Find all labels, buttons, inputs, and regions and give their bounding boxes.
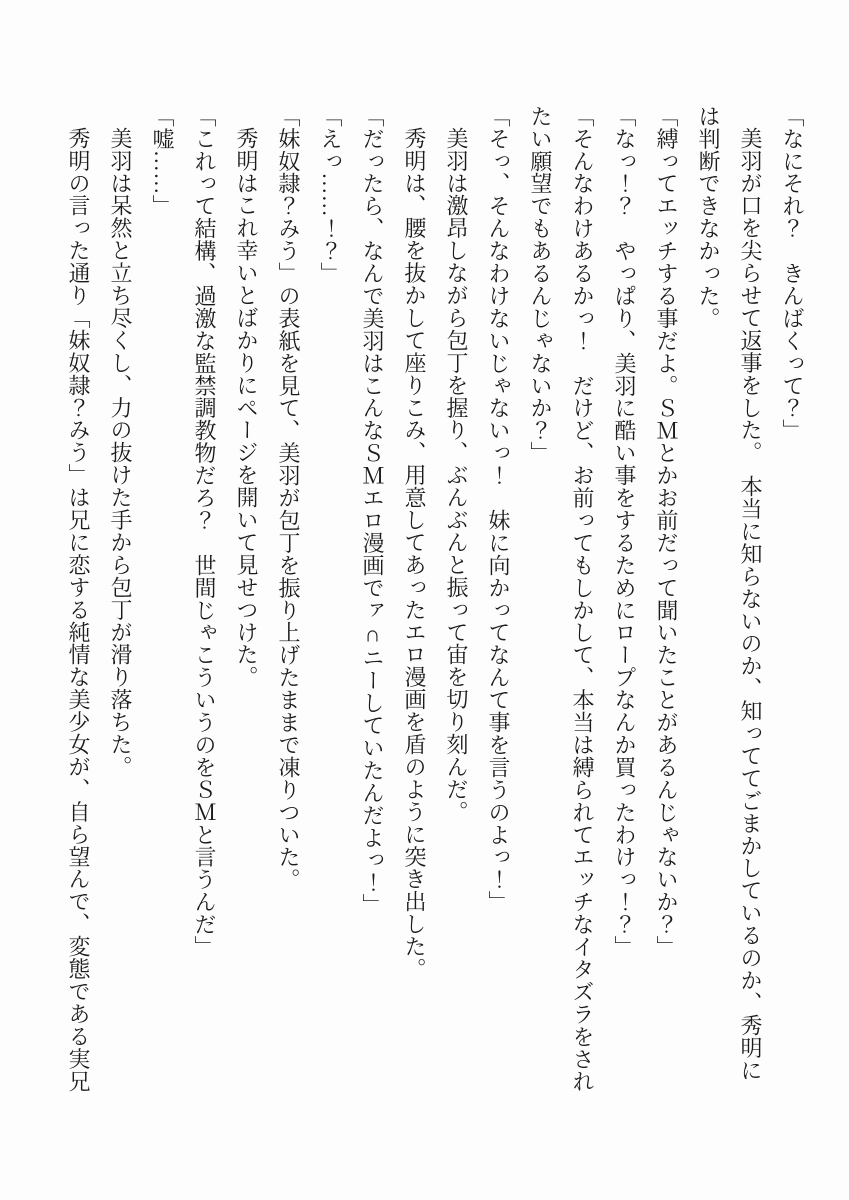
- vertical-text-block: [57, 105, 813, 1095]
- narration-line: 秀明はこれ幸いとばかりにページを開いて見せつけた。: [234, 127, 259, 689]
- dialogue-line-censored: [351, 105, 393, 1095]
- narration-line: 美羽が口を尖らせて返事をした。 本当に知らないのか、知っててごまかしているのか、秀明には判断できなかった。: [696, 105, 763, 1082]
- dialogue-text-pre: 「だったら、なんで美羽はこんなＳＭエロ漫画でァ: [360, 105, 385, 622]
- dialogue-line: 「嘘……」: [150, 105, 175, 218]
- dialogue-line: 「えっ……！？」: [318, 105, 343, 285]
- narration-line: 美羽は激昂しながら包丁を握り、ぶんぶんと振って宙を切り刻んだ。: [444, 127, 469, 823]
- narration-line: 美羽は呆然と立ち尽くし、力の抜けた手から包丁が滑り落ちた。: [108, 127, 133, 779]
- dialogue-line: 「これって結構、過激な監禁調教物だろ？ 世間じゃこういうのをＳＭと言うんだ」: [192, 105, 217, 959]
- dialogue-line: 「そんなわけあるかっ！ だけど、お前ってもしかして、本当は縛られてエッチなイタズラをされたい願望でもあるんじゃないか？」: [528, 105, 595, 1093]
- dialogue-line: 「なにそれ？ きんばくって？」: [780, 105, 805, 442]
- dialogue-line: 「縛ってエッチする事だよ。ＳＭとかお前だって聞いたことがあるんじゃないか？」: [654, 105, 679, 959]
- narration-line: 秀明の言った通り「妹奴隷？みう」は兄に恋する純情な美少女が、自ら望んで、変態である実兄: [66, 127, 91, 1093]
- dialogue-line: 「なっ！？ やっぱり、美羽に酷い事をするためにロープなんか買ったわけっ！？」: [612, 105, 637, 959]
- dialogue-line: 「そっ、そんなわけないじゃないっ！ 妹に向かってなんて事を言うのよっ！」: [486, 105, 511, 914]
- narration-line: 「妹奴隷？みう」の表紙を見て、美羽が包丁を振り上げたままで凍りついた。: [276, 105, 301, 891]
- censor-symbol: ∩: [360, 621, 385, 647]
- dialogue-text-post: ニーしていたんだよっ！」: [360, 646, 385, 917]
- narration-line: 秀明は、腰を抜かして座りこみ、用意してあったエロ漫画を盾のように突き出した。: [402, 127, 427, 981]
